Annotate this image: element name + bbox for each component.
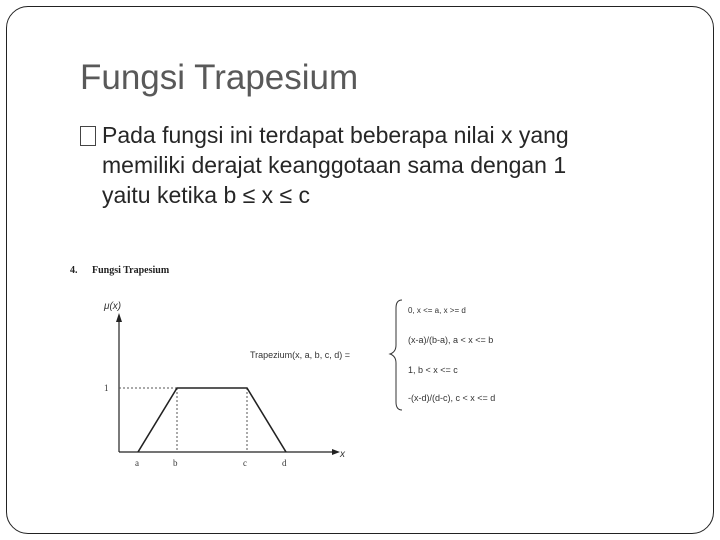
slide-title: Fungsi Trapesium xyxy=(80,58,359,97)
function-label: Trapezium(x, a, b, c, d) = xyxy=(250,350,350,360)
case-1: 0, x <= a, x >= d xyxy=(408,306,466,315)
figure-number: 4. xyxy=(70,265,78,276)
x-axis-arrow xyxy=(332,449,340,455)
x-tick-b: b xyxy=(173,458,178,468)
x-axis-label: x xyxy=(340,449,345,460)
case-brace xyxy=(390,300,402,410)
y-tick-1: 1 xyxy=(104,383,109,393)
bullet-line-3: yaitu ketika b ≤ x ≤ c xyxy=(102,182,311,208)
x-tick-d: d xyxy=(282,458,287,468)
case-4: -(x-d)/(d-c), c < x <= d xyxy=(408,393,496,403)
trapezoid-curve xyxy=(138,388,286,452)
case-3: 1, b < x <= c xyxy=(408,365,458,375)
figure-heading-text: Fungsi Trapesium xyxy=(92,265,170,276)
bullet-line-1: Pada fungsi ini terdapat beberapa nilai x yang xyxy=(102,122,569,148)
y-axis-arrow xyxy=(116,313,122,322)
case-2: (x-a)/(b-a), a < x <= b xyxy=(408,335,494,345)
x-tick-a: a xyxy=(135,458,139,468)
bullet-line-2: memiliki derajat keanggotaan sama dengan 1 xyxy=(102,152,567,178)
x-tick-c: c xyxy=(243,458,247,468)
y-axis-label: μ(x) xyxy=(104,301,122,312)
